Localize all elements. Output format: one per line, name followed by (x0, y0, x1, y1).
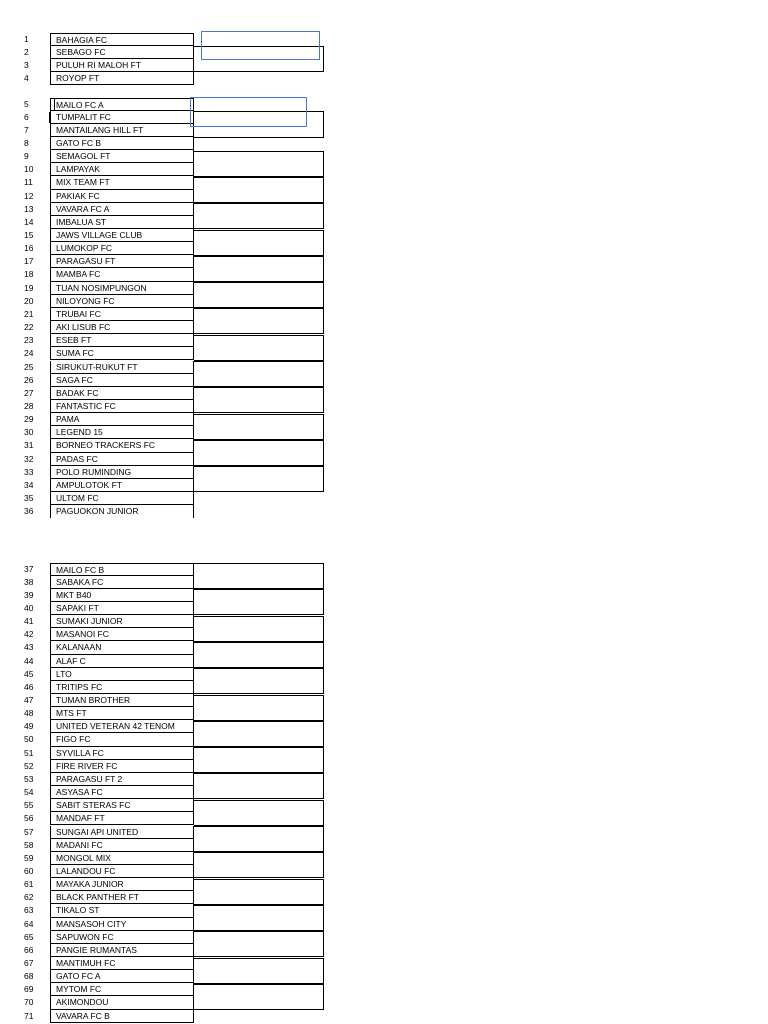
team-cell[interactable]: PARAGASU FT (50, 255, 194, 268)
team-cell[interactable]: MAILO FC A (50, 98, 194, 111)
row-number: 12 (24, 190, 34, 201)
row-number: 67 (24, 958, 34, 968)
team-cell[interactable]: IMBALUA ST (50, 216, 194, 229)
team-cell[interactable]: KALANAAN (50, 641, 194, 654)
match-box[interactable] (194, 668, 324, 694)
row-number: 31 (24, 440, 34, 451)
team-cell[interactable]: VAVARA FC B (50, 1010, 194, 1023)
team-cell[interactable]: TRITIPS FC (50, 681, 194, 694)
match-box[interactable] (194, 589, 324, 615)
row-number: 46 (24, 681, 34, 692)
team-cell[interactable]: TRUBAI FC (50, 308, 194, 321)
team-cell[interactable]: ALAF C (50, 655, 194, 668)
row-number: 15 (24, 230, 34, 240)
team-cell[interactable]: TUAN NOSIMPUNGON (50, 282, 194, 295)
row-number: 64 (24, 918, 34, 929)
row-number: 16 (24, 243, 34, 254)
team-cell[interactable]: SEBAGO FC (50, 46, 194, 59)
row-number: 25 (24, 361, 34, 372)
match-box[interactable] (194, 852, 324, 878)
team-cell[interactable]: FANTASTIC FC (50, 400, 194, 413)
match-box[interactable] (194, 931, 324, 957)
row-number: 55 (24, 800, 34, 811)
row-number: 48 (24, 708, 34, 719)
row-number: 27 (24, 387, 34, 398)
row-number: 44 (24, 655, 34, 666)
team-cell[interactable]: UNITED VETERAN 42 TENOM (50, 720, 194, 733)
row-number: 22 (24, 322, 34, 333)
row-number: 1 (24, 33, 29, 44)
row-number: 50 (24, 734, 34, 745)
team-cell[interactable]: MAYAKA JUNIOR (50, 878, 194, 891)
team-cell[interactable]: TIKALO ST (50, 904, 194, 917)
match-box[interactable] (194, 440, 324, 466)
match-box[interactable] (194, 879, 324, 905)
team-cell[interactable]: SYVILLA FC (50, 747, 194, 760)
team-cell[interactable]: MYTOM FC (50, 983, 194, 996)
row-number: 29 (24, 414, 34, 425)
team-cell[interactable]: LUMOKOP FC (50, 242, 194, 255)
match-box[interactable] (194, 984, 324, 1010)
row-number: 69 (24, 984, 34, 995)
match-box[interactable] (194, 773, 324, 799)
match-box[interactable] (194, 642, 324, 668)
match-box[interactable] (194, 616, 324, 642)
row-number: 41 (24, 616, 34, 627)
row-number: 14 (24, 216, 34, 227)
row-number: 54 (24, 787, 34, 798)
team-cell[interactable]: SABIT STERAS FC (50, 799, 194, 812)
row-number: 60 (24, 865, 34, 876)
team-cell[interactable]: MTS FT (50, 707, 194, 720)
team-cell[interactable]: ASYASA FC (50, 786, 194, 799)
row-number: 61 (24, 879, 34, 890)
match-box[interactable] (194, 177, 324, 203)
row-number: 39 (24, 589, 34, 600)
row-number: 70 (24, 997, 34, 1008)
match-box[interactable] (194, 335, 324, 361)
row-number: 33 (24, 466, 34, 477)
team-cell[interactable]: SAPUWON FC (50, 931, 194, 944)
row-number: 57 (24, 826, 34, 837)
row-number: 62 (24, 892, 34, 903)
team-cell[interactable]: MASANOI FC (50, 628, 194, 641)
match-box[interactable] (194, 282, 324, 308)
text-cursor (49, 112, 50, 123)
row-number: 6 (24, 111, 29, 122)
team-cell[interactable]: ESEB FT (50, 334, 194, 347)
match-box[interactable] (194, 203, 324, 229)
row-number: 24 (24, 348, 34, 359)
row-number: 42 (24, 629, 34, 640)
team-cell[interactable]: POLO RUMINDING (50, 466, 194, 479)
team-cell[interactable]: LALANDOU FC (50, 865, 194, 878)
match-box[interactable] (194, 361, 324, 387)
row-number: 40 (24, 602, 34, 613)
team-cell[interactable]: GATO FC A (50, 970, 194, 983)
team-cell[interactable]: MANSASOH CITY (50, 918, 194, 931)
row-number: 2 (24, 46, 29, 57)
team-cell[interactable]: AKI LISUB FC (50, 321, 194, 334)
team-cell[interactable]: SUNGAI API UNITED (50, 826, 194, 839)
row-number: 18 (24, 269, 34, 280)
match-box[interactable] (194, 826, 324, 852)
row-number: 45 (24, 668, 34, 679)
team-cell[interactable]: LTO (50, 668, 194, 681)
team-cell[interactable]: PANGIE RUMANTAS (50, 944, 194, 957)
team-cell[interactable]: JAWS VILLAGE CLUB (50, 229, 194, 242)
row-number: 5 (24, 98, 29, 109)
team-cell[interactable]: MADANI FC (50, 839, 194, 852)
row-number: 23 (24, 335, 34, 346)
team-cell[interactable]: ROYOP FT (50, 72, 194, 85)
team-cell[interactable]: FIRE RIVER FC (50, 760, 194, 773)
team-cell[interactable]: MANDAF FT (50, 812, 194, 825)
row-number: 32 (24, 453, 34, 464)
row-number: 11 (24, 177, 33, 188)
match-box[interactable] (194, 721, 324, 747)
team-cell[interactable]: MIX TEAM FT (50, 176, 194, 189)
team-cell[interactable]: BORNEO TRACKERS FC (50, 439, 194, 452)
row-number: 53 (24, 773, 34, 784)
team-cell[interactable]: NILOYONG FC (50, 295, 194, 308)
match-box[interactable] (194, 230, 324, 256)
team-cell[interactable]: FIGO FC (50, 733, 194, 746)
team-cell[interactable]: VAVARA FC A (50, 203, 194, 216)
team-cell[interactable]: PULUH RI MALOH FT (50, 59, 194, 72)
row-number: 17 (24, 256, 34, 267)
row-number: 59 (24, 852, 34, 863)
team-cell[interactable]: PAMA (50, 413, 194, 426)
team-cell[interactable]: TUMAN BROTHER (50, 694, 194, 707)
team-cell[interactable]: LEGEND 15 (50, 426, 194, 439)
row-number: 19 (24, 282, 34, 293)
row-number: 49 (24, 721, 34, 732)
row-number: 3 (24, 59, 29, 70)
team-cell[interactable]: MAILO FC B (50, 563, 194, 576)
match-box[interactable] (194, 466, 324, 492)
match-box[interactable] (194, 151, 324, 177)
team-cell[interactable]: MANTAILANG HILL FT (50, 124, 194, 137)
row-number: 10 (24, 164, 34, 175)
row-number: 9 (24, 151, 29, 162)
team-cell[interactable]: AMPULOTOK FT (50, 479, 194, 492)
team-cell[interactable]: MKT B40 (50, 589, 194, 602)
match-box[interactable] (194, 747, 324, 773)
row-number: 28 (24, 400, 34, 411)
team-cell[interactable]: AKIMONDOU (50, 996, 194, 1009)
team-cell[interactable]: MAMBA FC (50, 268, 194, 281)
team-cell[interactable]: SEMAGOL FT (50, 150, 194, 163)
row-number: 35 (24, 493, 34, 503)
match-box[interactable] (194, 800, 324, 826)
row-number: 7 (24, 124, 29, 135)
team-cell[interactable]: SIRUKUT-RUKUT FT (50, 361, 194, 374)
team-cell[interactable]: SUMAKI JUNIOR (50, 615, 194, 628)
team-cell[interactable]: PAGUOKON JUNIOR (50, 505, 194, 518)
row-number: 68 (24, 971, 34, 982)
team-cell[interactable]: PARAGASU FT 2 (50, 773, 194, 786)
match-box[interactable] (194, 414, 324, 440)
row-number: 66 (24, 944, 34, 955)
selection-outline (201, 31, 320, 60)
team-cell[interactable]: TUMPALIT FC (50, 111, 194, 124)
row-number: 71 (24, 1010, 34, 1021)
team-cell[interactable]: BAHAGIA FC (50, 33, 194, 46)
team-cell[interactable]: SABAKA FC (50, 576, 194, 589)
row-number: 21 (24, 308, 34, 319)
row-number: 52 (24, 760, 34, 771)
row-number: 26 (24, 374, 34, 385)
team-cell[interactable]: BADAK FC (50, 387, 194, 400)
team-cell[interactable]: MONGOL MIX (50, 852, 194, 865)
row-number: 63 (24, 905, 34, 916)
match-box[interactable] (194, 387, 324, 413)
row-number: 13 (24, 203, 34, 214)
team-cell[interactable]: SAPAKI FT (50, 602, 194, 615)
match-box[interactable] (194, 958, 324, 984)
team-cell[interactable]: PAKIAK FC (50, 190, 194, 203)
team-cell[interactable]: MANTIMUH FC (50, 957, 194, 970)
text-cursor (54, 99, 55, 110)
team-cell[interactable]: SUMA FC (50, 347, 194, 360)
match-box[interactable] (194, 695, 324, 721)
match-box[interactable] (194, 905, 324, 931)
row-number: 56 (24, 813, 34, 824)
row-number: 8 (24, 137, 29, 148)
match-box[interactable] (194, 563, 324, 589)
team-cell[interactable]: ULTOM FC (50, 492, 194, 505)
team-cell[interactable]: SAGA FC (50, 374, 194, 387)
row-number: 30 (24, 427, 34, 438)
row-number: 38 (24, 576, 34, 587)
team-cell[interactable]: PADAS FC (50, 453, 194, 466)
match-box[interactable] (194, 308, 324, 334)
row-number: 65 (24, 931, 34, 942)
row-number: 58 (24, 839, 34, 850)
team-cell[interactable]: BLACK PANTHER FT (50, 891, 194, 904)
row-number: 51 (24, 747, 34, 758)
match-box[interactable] (194, 256, 324, 282)
row-number: 47 (24, 695, 34, 705)
row-number: 36 (24, 506, 34, 517)
team-cell[interactable]: GATO FC B (50, 137, 194, 150)
team-cell[interactable]: LAMPAYAK (50, 163, 194, 176)
selection-outline (190, 97, 307, 127)
row-number: 4 (24, 72, 29, 83)
row-number: 37 (24, 563, 34, 574)
row-number: 34 (24, 479, 34, 490)
row-number: 43 (24, 642, 34, 653)
row-number: 20 (24, 295, 34, 306)
